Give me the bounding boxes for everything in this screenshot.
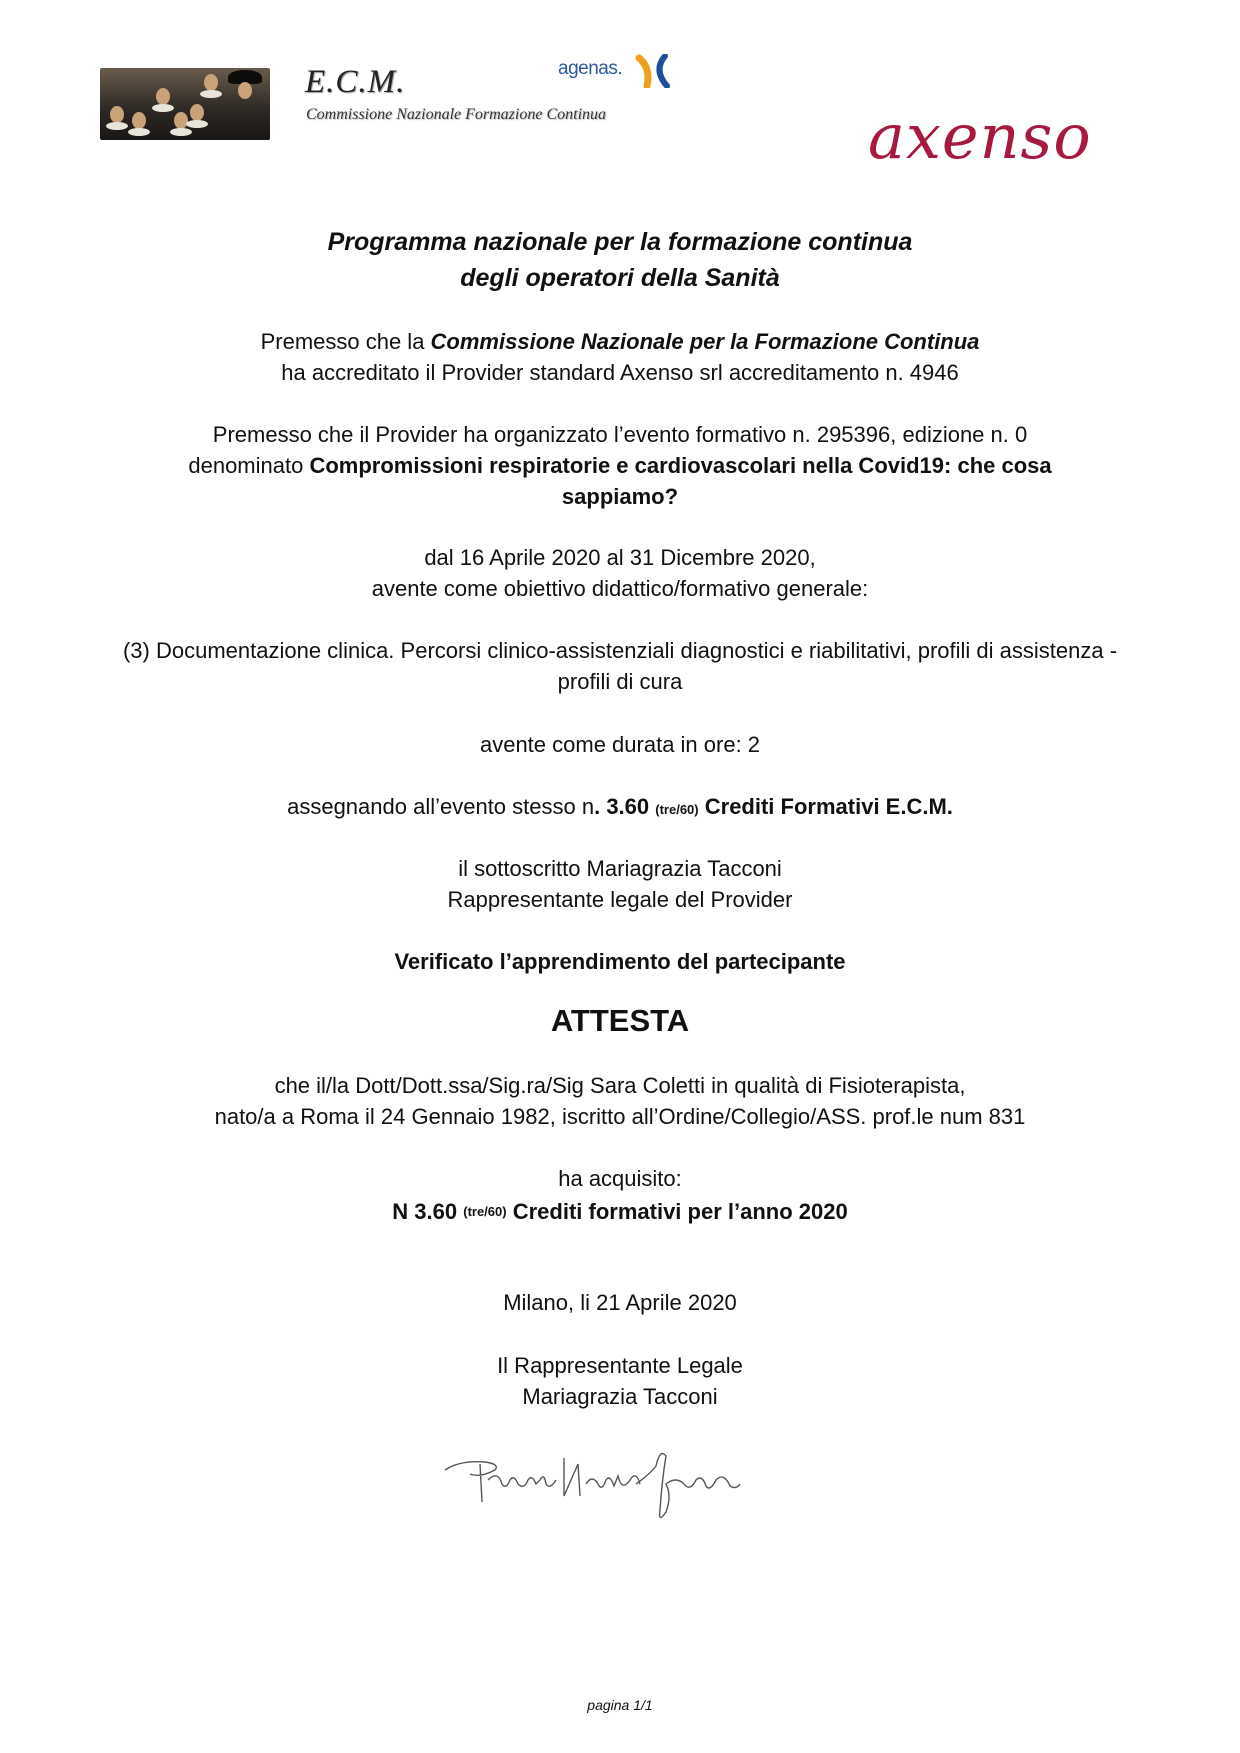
participant-line-1: che il/la Dott/Dott.ssa/Sig.ra/Sig Sara Coletti in qualità di Fisioterapista, (274, 1073, 966, 1098)
objective-label: avente come obiettivo didattico/formativo generale: (371, 576, 869, 601)
acquired-label: ha acquisito: (558, 1166, 682, 1191)
verified (0, 946, 1240, 977)
legal-rep-title: Il Rappresentante Legale (497, 1353, 743, 1378)
title-line-2: degli operatori della Sanità (460, 264, 780, 292)
place-date (0, 1287, 1240, 1318)
duration-text: avente come durata in ore: 2 (479, 732, 761, 757)
signatory (0, 853, 1240, 915)
document-title (0, 224, 1240, 296)
legal-representative (0, 1350, 1240, 1412)
ecm-subtitle: Commissione Nazionale Formazione Continua (306, 106, 607, 123)
agenas-logo-icon (635, 54, 671, 88)
credits-assigned-prefix: assegnando all’evento stesso n (287, 794, 595, 819)
ecm-painting-image (100, 68, 270, 140)
credits-assigned-suffix: Crediti Formativi E.C.M. (704, 794, 953, 819)
participant-line-2: nato/a a Roma il 24 Gennaio 1982, iscritto all’Ordine/Collegio/ASS. prof.le num 831 (214, 1104, 1026, 1129)
signature-image (440, 1440, 770, 1520)
credits-acquired-value: N 3.60 (392, 1199, 458, 1224)
attesta-text: ATTESTA (550, 1003, 690, 1038)
acquired (0, 1163, 1240, 1227)
duration (0, 729, 1240, 760)
provider-accreditation: ha accreditato il Provider standard Axenso srl accreditamento n. 4946 (281, 360, 959, 385)
event-title: Compromissioni respiratorie e cardiovascolari nella Covid19: che cosa sappiamo? (309, 453, 1052, 509)
date-range: dal 16 Aprile 2020 al 31 Dicembre 2020, (424, 545, 816, 570)
credits-acquired-words: (tre/60) (463, 1204, 507, 1219)
event-dates (0, 542, 1240, 604)
participant (0, 1070, 1240, 1132)
premise-commission (0, 326, 1240, 388)
page-number: pagina 1/1 (587, 1697, 653, 1713)
ecm-logo (100, 58, 700, 138)
objective (0, 635, 1240, 697)
axenso-logo: axenso (868, 100, 1092, 173)
event-prefix: denominato (188, 453, 310, 478)
credits-assigned-value: . 3.60 (594, 794, 650, 819)
commission-name: Commissione Nazionale per la Formazione Continua (430, 329, 980, 354)
ecm-title: E.C.M. (305, 64, 406, 100)
attesta-heading (0, 1005, 1240, 1036)
credits-assigned-words: (tre/60) (655, 802, 699, 817)
place-date-text: Milano, li 21 Aprile 2020 (503, 1290, 737, 1315)
title-line-1: Programma nazionale per la formazione continua (327, 228, 913, 256)
credits-assigned (0, 791, 1240, 825)
event-number: Premesso che il Provider ha organizzato l’evento formativo n. 295396, edizione n. 0 (212, 422, 1028, 447)
premise1-prefix: Premesso che la (260, 329, 431, 354)
agenas-logo-text: agenas. (558, 58, 623, 79)
signatory-name: il sottoscritto Mariagrazia Tacconi (458, 856, 782, 881)
objective-text: (3) Documentazione clinica. Percorsi clinico-assistenziali diagnostici e riabilitativi, profili di assistenza - profili di cura (122, 638, 1118, 694)
legal-rep-name: Mariagrazia Tacconi (522, 1384, 718, 1409)
signatory-role: Rappresentante legale del Provider (447, 887, 793, 912)
verified-text: Verificato l’apprendimento del partecipante (394, 949, 846, 974)
premise-event (0, 419, 1240, 512)
credits-acquired-suffix: Crediti formativi per l’anno 2020 (512, 1199, 848, 1224)
